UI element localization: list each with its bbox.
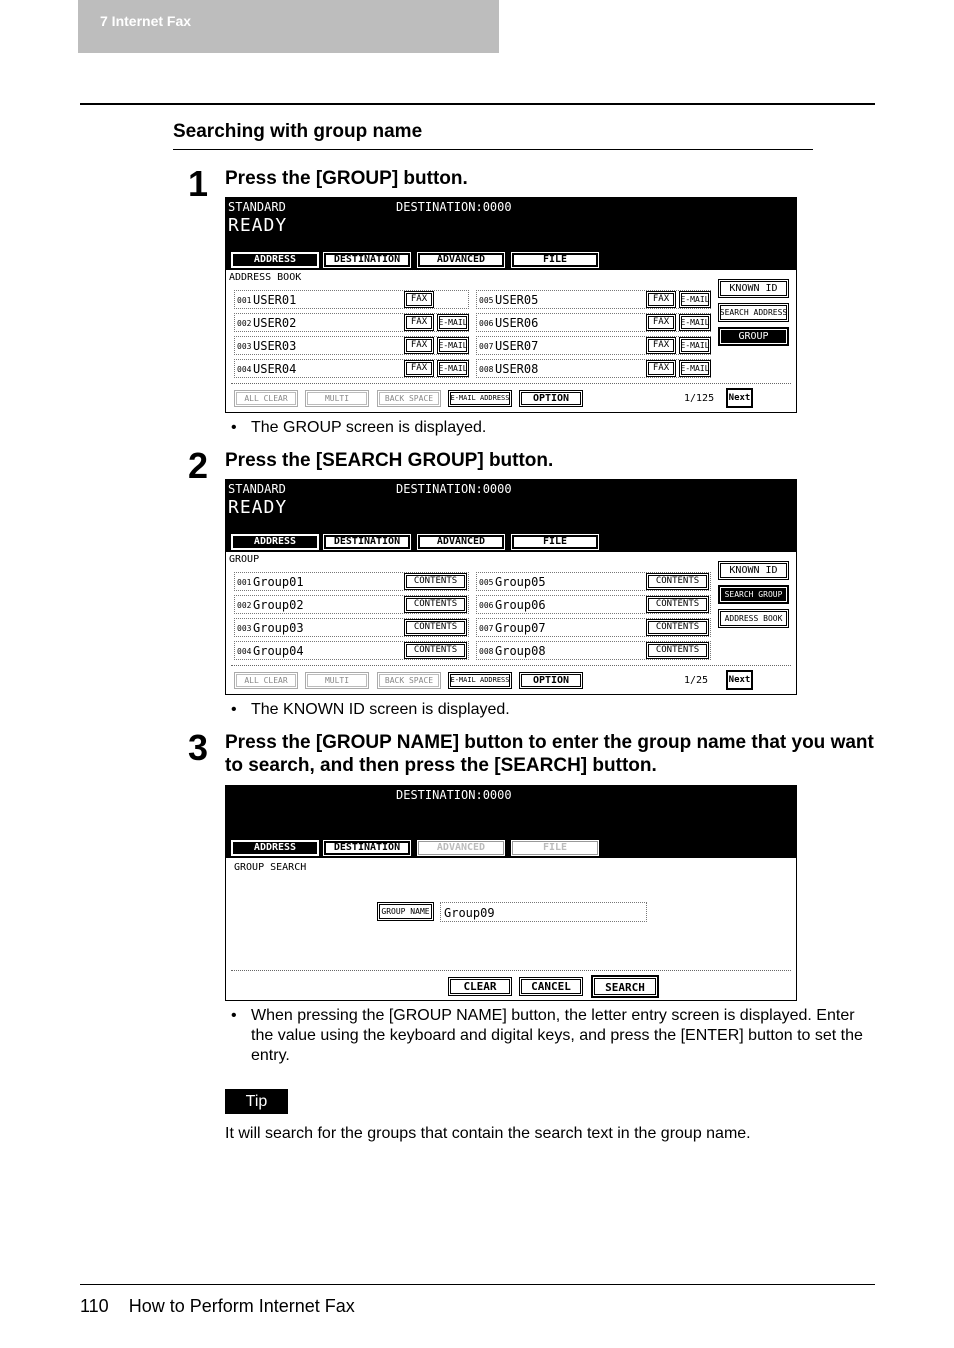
screen-caption: GROUP SEARCH [234,862,307,873]
bottom-divider [231,665,791,666]
cancel-button[interactable]: CANCEL [519,977,583,996]
screen-2-search-group [225,479,797,695]
step-1-number: 1 [188,163,209,204]
fax-button[interactable]: FAX [404,314,434,331]
email-button[interactable]: E-MAIL [437,337,469,354]
contents-button[interactable]: CONTENTS [404,596,467,613]
tab-advanced: ADVANCED [417,840,505,856]
page-indicator: 1/125 [684,393,715,404]
contents-button[interactable]: CONTENTS [404,573,467,590]
email-address-button[interactable]: E-MAIL ADDRESS [448,672,512,689]
search-button[interactable]: SEARCH [591,975,659,998]
tab-address[interactable]: ADDRESS [231,534,319,550]
multi-button[interactable]: MULTI [305,390,369,407]
step-3-text: Press the [GROUP NAME] button to enter the group name that you want to search, and then press the [SEARCH] button. [225,732,874,776]
tab-destination[interactable]: DESTINATION [323,252,411,268]
email-button[interactable]: E-MAIL [679,291,711,308]
group-entry[interactable]: 006 Group06 [476,595,711,614]
group-name-button[interactable]: GROUP NAME [377,902,434,921]
page-number: 110 [80,1296,109,1316]
step-2-text: Press the [SEARCH GROUP] button. [225,450,554,471]
known-id-button[interactable]: KNOWN ID [718,279,789,298]
tab-advanced[interactable]: ADVANCED [417,534,505,550]
bottom-divider [231,970,791,971]
group-entry[interactable]: 004 Group04 [234,641,469,660]
screen-1-group-button [225,197,797,413]
email-button[interactable]: E-MAIL [679,314,711,331]
address-book-button[interactable]: ADDRESS BOOK [718,609,789,628]
fax-button[interactable]: FAX [646,360,676,377]
group-entry[interactable]: 008 Group08 [476,641,711,660]
chapter-header-tab [78,0,499,53]
group-entry[interactable]: 001 Group01 [234,572,469,591]
bullet-mark: • [231,701,237,718]
next-button[interactable]: Next [726,670,753,690]
tab-file: FILE [511,840,599,856]
all-clear-button[interactable]: ALL CLEAR [234,390,298,407]
standard-label: STANDARD [228,482,286,496]
option-button[interactable]: OPTION [519,390,583,407]
tip-text: It will search for the groups that contain the search text in the group name. [225,1125,751,1142]
chapter-label: 7 Internet Fax [100,13,192,29]
contents-button[interactable]: CONTENTS [646,596,709,613]
ready-label: READY [228,215,288,236]
contents-button[interactable]: CONTENTS [404,619,467,636]
section-title: Searching with group name [173,121,423,142]
status-area [226,198,796,270]
standard-label: STANDARD [228,200,286,214]
tip-label: Tip [225,1089,288,1114]
address-entry[interactable]: 002 USER02 [234,313,469,332]
tab-address[interactable]: ADDRESS [231,252,319,268]
fax-button[interactable]: FAX [404,360,434,377]
search-group-button[interactable]: SEARCH GROUP [718,585,789,604]
email-button[interactable]: E-MAIL [437,360,469,377]
option-button[interactable]: OPTION [519,672,583,689]
destination-label: DESTINATION:0000 [396,482,512,496]
bullet-mark: • [231,419,237,436]
fax-button[interactable]: FAX [646,337,676,354]
footer-title: How to Perform Internet Fax [128,1296,355,1316]
step-1-text: Press the [GROUP] button. [225,168,468,189]
section-rule [173,149,813,150]
address-entry[interactable]: 006 USER06 [476,313,711,332]
back-space-button[interactable]: BACK SPACE [377,390,441,407]
destination-label: DESTINATION:0000 [396,788,512,802]
contents-button[interactable]: CONTENTS [646,573,709,590]
fax-button[interactable]: FAX [646,291,676,308]
tab-destination[interactable]: DESTINATION [323,840,411,856]
screen-3-group-search [225,785,797,1001]
status-area [226,480,796,552]
destination-label: DESTINATION:0000 [396,200,512,214]
next-button[interactable]: Next [726,388,753,408]
status-area [226,786,796,858]
search-address-button[interactable]: SEARCH ADDRESS [718,303,789,322]
fax-button[interactable]: FAX [404,291,434,308]
tab-address[interactable]: ADDRESS [231,840,319,856]
tab-file[interactable]: FILE [511,534,599,550]
known-id-button[interactable]: KNOWN ID [718,561,789,580]
group-entry[interactable]: 007 Group07 [476,618,711,637]
ready-label: READY [228,497,288,518]
group-entry[interactable]: 005 Group05 [476,572,711,591]
group-button[interactable]: GROUP [718,327,789,346]
email-button[interactable]: E-MAIL [679,337,711,354]
fax-button[interactable]: FAX [646,314,676,331]
clear-button[interactable]: CLEAR [448,977,512,996]
address-entry[interactable]: 003 USER03 [234,336,469,355]
footer [80,1296,355,1317]
tab-file[interactable]: FILE [511,252,599,268]
contents-button[interactable]: CONTENTS [646,619,709,636]
address-entry[interactable]: 001 USER01 [234,290,469,309]
group-name-field[interactable]: Group09 [440,902,647,922]
contents-button[interactable]: CONTENTS [646,642,709,659]
address-entry[interactable]: 007 USER07 [476,336,711,355]
group-entry[interactable]: 002 Group02 [234,595,469,614]
step-2-number: 2 [188,445,209,486]
email-address-button[interactable]: E-MAIL ADDRESS [448,390,512,407]
back-space-button[interactable]: BACK SPACE [377,672,441,689]
screen-caption: GROUP [229,554,260,565]
tab-advanced[interactable]: ADVANCED [417,252,505,268]
multi-button[interactable]: MULTI [305,672,369,689]
email-button[interactable]: E-MAIL [437,314,469,331]
step-3-number: 3 [188,727,209,768]
fax-button[interactable]: FAX [404,337,434,354]
bullet-mark: • [231,1007,237,1024]
page-indicator: 1/25 [684,675,709,686]
contents-button[interactable]: CONTENTS [404,642,467,659]
tab-destination[interactable]: DESTINATION [323,534,411,550]
footer-rule [80,1284,875,1285]
bottom-divider [231,383,791,384]
group-entry[interactable]: 003 Group03 [234,618,469,637]
all-clear-button[interactable]: ALL CLEAR [234,672,298,689]
email-button[interactable]: E-MAIL [679,360,711,377]
screen-caption: ADDRESS BOOK [229,272,302,283]
address-entry[interactable]: 005 USER05 [476,290,711,309]
address-entry[interactable]: 008 USER08 [476,359,711,378]
address-entry[interactable]: 004 USER04 [234,359,469,378]
top-rule [80,103,875,105]
